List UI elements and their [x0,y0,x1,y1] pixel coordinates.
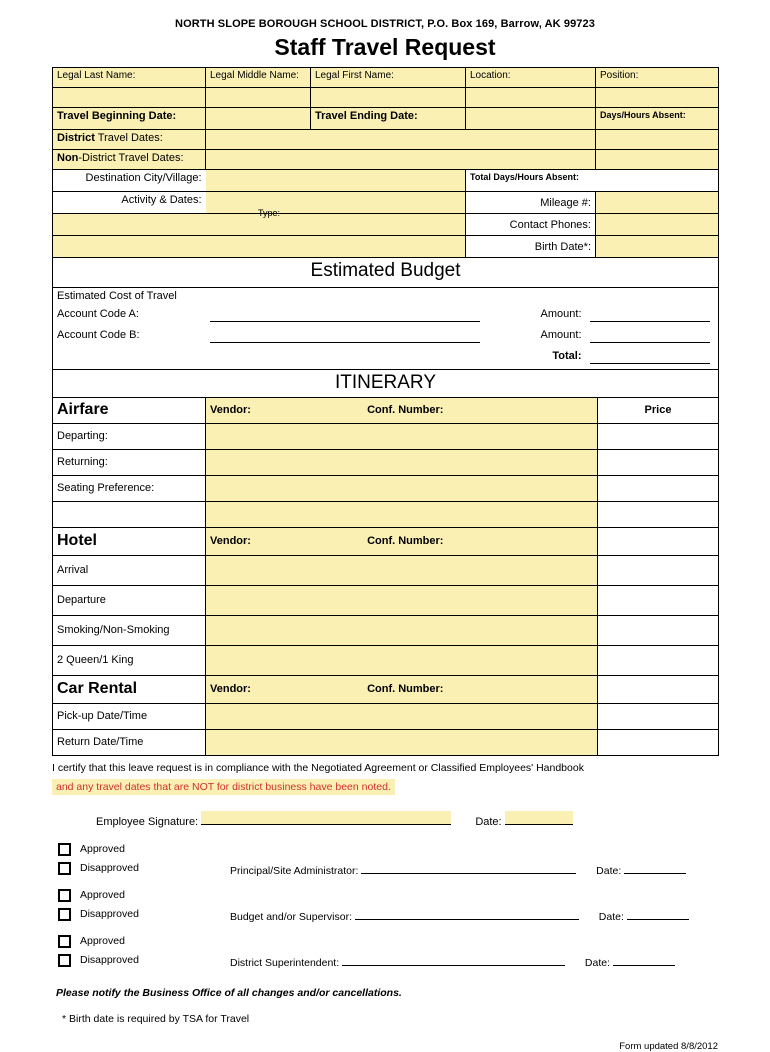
table-row [53,130,719,150]
table-row [53,108,719,130]
approval-row [52,907,718,925]
hotel-row-input-2[interactable] [206,615,598,645]
approval-row [52,888,718,905]
budget-signature-input[interactable] [355,907,579,920]
approved-label-superintendent: Approved [80,934,125,947]
airfare-row-input-1[interactable] [206,449,598,475]
amount-b-input[interactable] [586,327,719,348]
table-row [53,348,719,370]
district-travel-dates-input[interactable] [206,130,596,150]
total-label: Total: [476,348,586,370]
principal-signature-input[interactable] [361,861,576,874]
car-rental-row-label-0: Pick-up Date/Time [53,703,206,729]
amount-a-label: Amount: [540,307,582,320]
certification-line-2-wrap [52,777,718,795]
table-row [53,527,719,555]
activity-extra-3[interactable] [53,236,206,258]
destination-label: Destination City/Village: [53,170,206,192]
approval-group-budget [52,888,718,925]
itinerary-title: ITINERARY [53,369,719,397]
budget-role-label: Budget and/or Supervisor: [230,910,352,923]
airfare-row-input-3[interactable] [206,501,598,527]
district-travel-dates-label: District Travel Dates: [53,130,206,150]
travel-ending-date-label: Travel Ending Date: [311,108,466,130]
table-row [53,645,719,675]
car-rental-price-1[interactable] [598,729,719,755]
airfare-price-3[interactable] [598,501,719,527]
non-district-travel-dates-label: Non-District Travel Dates: [53,150,206,170]
superintendent-date-label: Date: [584,956,611,969]
approved-label-budget: Approved [80,888,125,901]
district-header: NORTH SLOPE BOROUGH SCHOOL DISTRICT, P.O. Box 169, Barrow, AK 99723 [175,18,595,30]
location-input[interactable] [466,88,596,108]
superintendent-signature-input[interactable] [342,953,565,966]
total-days-hours-label: Total Days/Hours Absent: [466,170,719,192]
hotel-price-2[interactable] [598,615,719,645]
table-row [53,150,719,170]
approval-row [52,934,718,951]
personal-info-table [52,67,719,108]
destination-table [52,169,719,258]
account-code-b-input[interactable] [206,327,476,348]
table-row [53,449,719,475]
location-cell[interactable] [466,68,596,88]
legal-last-name-label: Legal Last Name: [57,70,136,81]
form-updated-note: Form updated 8/8/2012 [619,1040,718,1052]
budget-blank-1 [53,348,206,370]
travel-dates-table [52,107,719,170]
approval-row [52,861,718,879]
contact-phones-label: Contact Phones: [466,214,596,236]
activity-extra-2[interactable] [206,214,466,236]
approved-checkbox-budget[interactable] [58,889,71,902]
approved-checkbox-budget-wrap [52,888,80,905]
approval-row [52,842,718,859]
approved-checkbox-superintendent-wrap [52,934,80,951]
airfare-price-0[interactable] [598,423,719,449]
position-label: Position: [600,70,639,81]
car-rental-row-input-1[interactable] [206,729,598,755]
airfare-row-label-0: Departing: [53,423,206,449]
activity-input[interactable] [206,192,466,214]
travel-beginning-date-label: Travel Beginning Date: [53,108,206,130]
table-row [53,729,719,755]
disapproved-label-superintendent: Disapproved [80,953,139,966]
type-label: Type: [258,208,281,218]
approved-label-principal: Approved [80,842,125,855]
airfare-price-1[interactable] [598,449,719,475]
days-hours-absent-input[interactable] [596,130,719,150]
superintendent-role-label: District Superintendent: [230,956,340,969]
days-hours-absent-input-2[interactable] [596,150,719,170]
table-row [53,88,719,108]
principal-date-label: Date: [596,864,622,877]
price-header: Price [598,397,719,423]
activity-label: Activity & Dates: [53,192,206,214]
car-rental-vendor-conf-header[interactable] [206,675,598,703]
table-row [53,585,719,615]
activity-extra-4[interactable] [206,236,466,258]
disapproved-checkbox-principal[interactable] [58,862,71,875]
tsa-note: * Birth date is required by TSA for Travel [62,1012,250,1025]
disapproved-checkbox-budget-wrap [52,907,80,924]
hotel-vendor-label: Vendor: [210,535,251,547]
disapproved-label-budget: Disapproved [80,907,139,920]
table-row [53,423,719,449]
car-rental-row-input-0[interactable] [206,703,598,729]
airfare-row-input-2[interactable] [206,475,598,501]
certification-block [52,762,718,828]
car-rental-price-0[interactable] [598,703,719,729]
account-code-b-label: Account Code B: [53,327,206,348]
principal-signature-row [230,861,686,879]
table-row [53,397,719,423]
table-row [53,675,719,703]
car-rental-vendor-label: Vendor: [210,683,251,695]
table-row [53,369,719,397]
legal-middle-name-cell[interactable] [206,68,311,88]
table-row [53,68,719,88]
employee-signature-label: Employee Signature: [96,815,199,828]
superintendent-date-input[interactable] [613,953,675,966]
hotel-title: Hotel [53,527,206,555]
approved-checkbox-principal[interactable] [58,843,71,856]
airfare-row-label-3 [53,501,206,527]
budget-date-input[interactable] [627,907,689,920]
airfare-row-label-2: Seating Preference: [53,475,206,501]
airfare-row-input-0[interactable] [206,423,598,449]
estimated-cost-label: Estimated Cost of Travel [53,288,719,306]
car-rental-row-label-1: Return Date/Time [53,729,206,755]
disapproved-checkbox-superintendent-wrap [52,953,80,970]
approvals-block [52,842,718,971]
legal-first-name-label: Legal First Name: [315,70,394,81]
destination-input[interactable] [206,170,466,192]
budget-signature-row [230,907,689,925]
airfare-row-label-1: Returning: [53,449,206,475]
non-district-travel-dates-input[interactable] [206,150,596,170]
hotel-row-input-0[interactable] [206,555,598,585]
employee-signature-input[interactable] [201,811,451,825]
disapproved-checkbox-principal-wrap [52,861,80,878]
disapproved-checkbox-budget[interactable] [58,908,71,921]
birth-date-label: Birth Date*: [466,236,596,258]
disapproved-label-principal: Disapproved [80,861,139,874]
position-cell[interactable] [596,68,719,88]
itinerary-table [52,369,719,756]
table-row [53,236,719,258]
certification-line-1: I certify that this leave request is in compliance with the Negotiated Agreement or Classified Employees' Handbook [52,761,584,774]
superintendent-signature-row [230,953,675,971]
principal-date-input[interactable] [624,861,686,874]
birth-date-input[interactable] [596,236,719,258]
legal-last-name-cell[interactable] [53,68,206,88]
travel-beginning-date-input[interactable] [206,108,311,130]
hotel-price-3[interactable] [598,645,719,675]
activity-extra-1[interactable] [53,214,206,236]
airfare-price-2[interactable] [598,475,719,501]
table-row [53,615,719,645]
amount-b-label: Amount: [540,328,582,341]
hotel-price-header[interactable] [598,527,719,555]
estimated-budget-title: Estimated Budget [53,258,719,288]
airfare-title: Airfare [53,397,206,423]
budget-date-label: Date: [598,910,624,923]
table-row [53,501,719,527]
table-row [53,170,719,192]
table-row [53,555,719,585]
airfare-vendor-conf-header[interactable] [206,397,598,423]
legal-first-name-cell[interactable] [311,68,466,88]
disapproved-checkbox-superintendent[interactable] [58,954,71,967]
table-row [53,192,719,214]
table-row [53,214,719,236]
table-row [53,475,719,501]
budget-blank-2 [206,348,476,370]
table-row [53,327,719,348]
table-row [53,306,719,327]
hotel-row-input-3[interactable] [206,645,598,675]
amount-a-input[interactable] [586,306,719,327]
employee-signature-row [96,811,718,828]
principal-role-label: Principal/Site Administrator: [230,864,359,877]
approval-group-principal [52,842,718,879]
legal-first-name-input[interactable] [311,88,466,108]
approved-checkbox-superintendent[interactable] [58,935,71,948]
approved-checkbox-principal-wrap [52,842,80,859]
travel-ending-date-input[interactable] [466,108,596,130]
car-rental-conf-label: Conf. Number: [367,683,444,695]
business-office-note: Please notify the Business Office of all changes and/or cancellations. [56,986,402,999]
hotel-row-label-2: Smoking/Non-Smoking [53,615,206,645]
car-rental-title: Car Rental [53,675,206,703]
employee-date-label: Date: [475,815,502,828]
mileage-label: Mileage #: [466,192,596,214]
account-code-a-label: Account Code A: [53,306,206,327]
mileage-input[interactable] [596,192,719,214]
table-row [53,703,719,729]
hotel-vendor-conf-header[interactable] [206,527,598,555]
hotel-price-0[interactable] [598,555,719,585]
legal-last-name-input[interactable] [53,88,206,108]
certification-line-2: and any travel dates that are NOT for district business have been noted. [52,779,395,795]
hotel-row-label-1: Departure [53,585,206,615]
hotel-price-1[interactable] [598,585,719,615]
hotel-row-label-3: 2 Queen/1 King [53,645,206,675]
table-row [53,288,719,306]
employee-date-input[interactable] [505,811,573,825]
hotel-conf-label: Conf. Number: [367,535,444,547]
airfare-vendor-label: Vendor: [210,404,251,416]
page-title: Staff Travel Request [274,34,496,60]
estimated-budget-table [52,257,719,370]
contact-phones-input[interactable] [596,214,719,236]
position-input[interactable] [596,88,719,108]
approval-row [52,953,718,971]
car-rental-price-header[interactable] [598,675,719,703]
hotel-row-input-1[interactable] [206,585,598,615]
location-label: Location: [470,70,511,81]
total-input[interactable] [586,348,719,370]
days-hours-absent-label: Days/Hours Absent: [596,108,719,130]
legal-middle-name-label: Legal Middle Name: [210,70,299,81]
legal-middle-name-input[interactable] [206,88,311,108]
approval-group-superintendent [52,934,718,971]
airfare-conf-label: Conf. Number: [367,404,444,416]
hotel-row-label-0: Arrival [53,555,206,585]
table-row [53,258,719,288]
account-code-a-input[interactable] [206,306,476,327]
